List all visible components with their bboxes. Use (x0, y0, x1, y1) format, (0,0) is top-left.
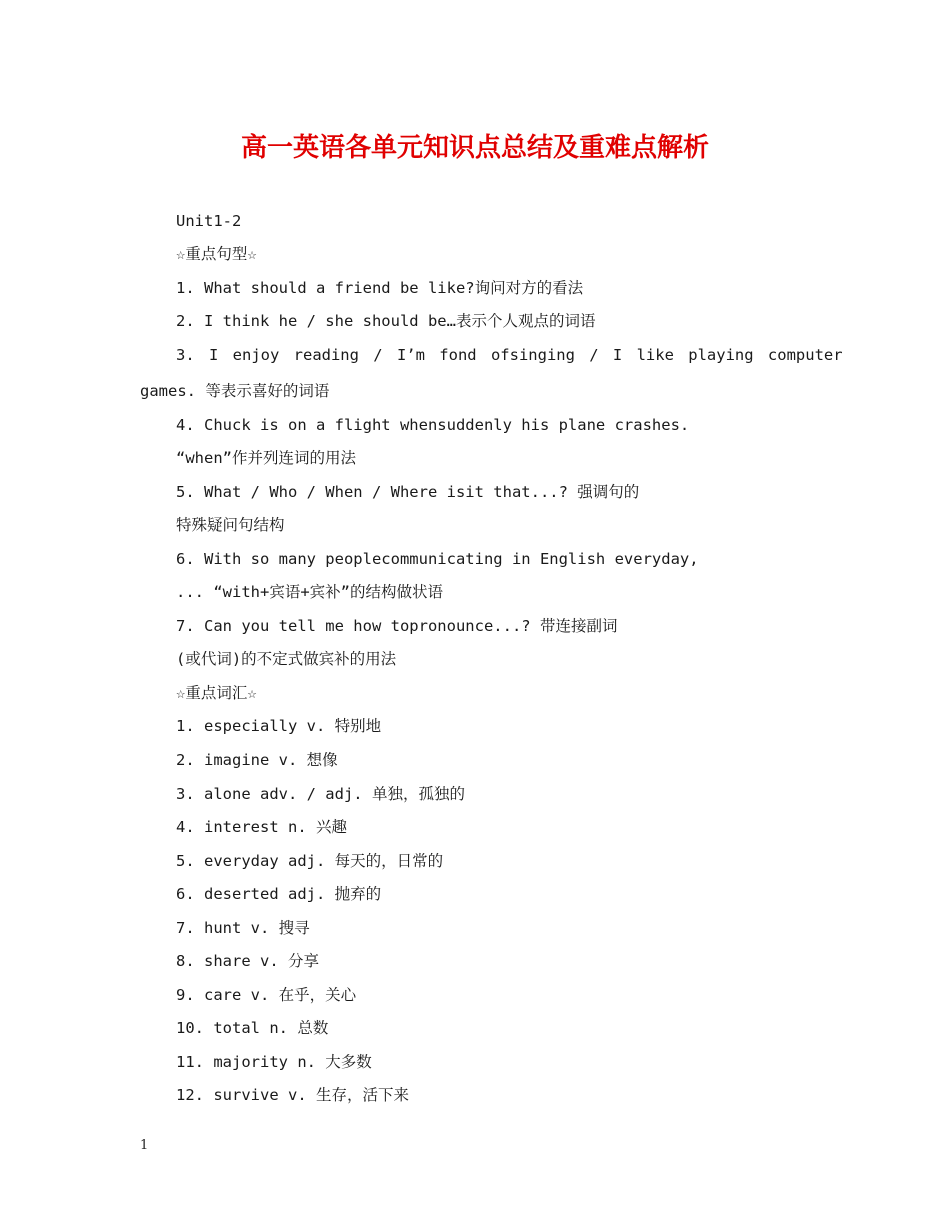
section-heading-key-sentences: ☆重点句型☆ (176, 245, 257, 263)
vocab-item: 11. majority n. 大多数 (176, 1053, 372, 1071)
sentence-item: 5. What / Who / When / Where isit that...? 强调句的 (176, 483, 640, 501)
vocab-item: 7. hunt v. 搜寻 (176, 919, 310, 937)
vocab-item: 5. everyday adj. 每天的，日常的 (176, 852, 444, 870)
sentence-item: 2. I think he / she should be…表示个人观点的词语 (176, 312, 596, 330)
sentence-item: 4. Chuck is on a flight whensuddenly his plane crashes. (176, 416, 690, 434)
sentence-item-continuation: “when”作并列连词的用法 (176, 449, 356, 467)
page-number: 1 (140, 1138, 149, 1153)
sentence-item-continuation: games. 等表示喜好的词语 (140, 382, 330, 400)
vocab-item: 6. deserted adj. 抛弃的 (176, 885, 382, 903)
sentence-item: 6. With so many peoplecommunicating in English everyday, (176, 550, 699, 568)
section-heading-unit: Unit1-2 (176, 212, 242, 230)
vocab-item: 12. survive v. 生存，活下来 (176, 1086, 409, 1104)
section-heading-key-vocabulary: ☆重点词汇☆ (176, 684, 257, 702)
sentence-item-continuation: ... “with+宾语+宾补”的结构做状语 (176, 583, 443, 601)
vocab-item: 2. imagine v. 想像 (176, 751, 338, 769)
vocab-item: 10. total n. 总数 (176, 1019, 329, 1037)
document-title: 高一英语各单元知识点总结及重难点解析 (240, 133, 709, 163)
vocab-item: 8. share v. 分享 (176, 952, 319, 970)
sentence-item: 1. What should a friend be like?询问对方的看法 (176, 279, 584, 297)
vocab-item: 4. interest n. 兴趣 (176, 818, 347, 836)
sentence-item-continuation: (或代词)的不定式做宾补的用法 (176, 650, 397, 668)
sentence-item: 3. I enjoy reading / I’m fond ofsinging / I like playing computer (176, 346, 843, 364)
vocab-item: 9. care v. 在乎，关心 (176, 986, 357, 1004)
sentence-item-continuation: 特殊疑问句结构 (176, 516, 285, 534)
vocab-item: 1. especially v. 特别地 (176, 717, 382, 735)
sentence-item: 7. Can you tell me how topronounce...? 带连接副词 (176, 617, 618, 635)
vocab-item: 3. alone adv. / adj. 单独，孤独的 (176, 785, 465, 803)
